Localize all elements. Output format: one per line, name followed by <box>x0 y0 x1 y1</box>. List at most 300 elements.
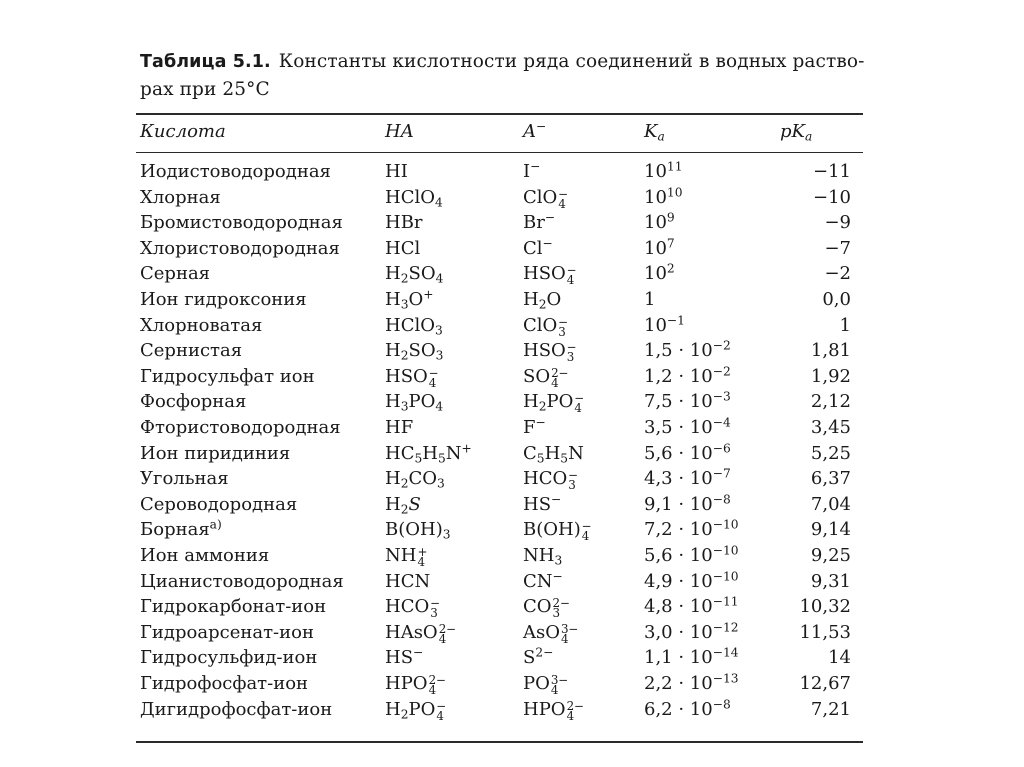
formula-charge: − <box>566 339 577 354</box>
cell-pka: 9,14 <box>810 519 851 540</box>
formula-part: HF <box>385 417 414 438</box>
formula-charge: − <box>574 390 585 405</box>
top-rule <box>136 113 863 115</box>
formula-part: 2 <box>400 707 409 722</box>
cell-conjugate-base <box>523 494 561 516</box>
formula-part: PO <box>408 699 436 720</box>
cell-ka <box>644 647 739 669</box>
cell-acid-name <box>140 417 341 439</box>
formula-part: + <box>423 287 434 302</box>
formula-part: − <box>551 492 562 507</box>
ka-exponent: 11 <box>666 159 683 174</box>
acid-name-text: Хлорная <box>140 187 221 208</box>
cell-ka <box>644 289 655 311</box>
formula-part <box>552 595 571 621</box>
cell-conjugate-base <box>523 212 555 234</box>
cell-conjugate-base <box>523 161 540 183</box>
ka-mantissa: 7,5 · 10 <box>644 391 713 412</box>
formula-part <box>566 262 577 288</box>
formula-part <box>551 365 569 391</box>
formula-part: N <box>568 443 584 464</box>
cell-acid-formula <box>385 443 472 465</box>
cell-acid-formula <box>385 571 430 593</box>
bottom-rule <box>136 741 863 743</box>
formula-part: 4 <box>434 195 443 210</box>
formula-part: − <box>542 236 553 251</box>
cell-conjugate-base <box>523 238 553 260</box>
cell-conjugate-base <box>523 366 569 389</box>
acid-name-text: Борная <box>140 519 210 540</box>
formula-part: C <box>523 443 537 464</box>
formula-part: I <box>523 161 531 182</box>
ka-exponent: −12 <box>712 620 739 635</box>
cell-acid-formula <box>385 519 451 541</box>
formula-part: HCN <box>385 571 431 592</box>
header-a-symbol: A <box>523 121 536 142</box>
formula-part: HS <box>523 494 552 515</box>
ka-mantissa: 10 <box>644 263 667 284</box>
formula-part: HC <box>385 443 415 464</box>
formula-subscript: 4 <box>428 683 437 698</box>
cell-acid-formula <box>385 340 443 362</box>
cell-acid-name <box>140 161 331 183</box>
cell-conjugate-base <box>523 468 578 491</box>
ka-exponent: 2 <box>666 261 675 276</box>
formula-part: Cl <box>523 238 543 259</box>
footnote-marker: а) <box>209 517 222 532</box>
formula-part: F <box>523 417 536 438</box>
ka-mantissa: 9,1 · 10 <box>644 494 713 515</box>
cell-acid-name <box>140 315 262 337</box>
cell-pka: 2,12 <box>810 391 851 412</box>
formula-part: HS <box>385 647 414 668</box>
formula-part: 3 <box>434 323 443 338</box>
formula-charge: − <box>558 314 569 329</box>
acid-name-text: Бромистоводородная <box>140 212 343 233</box>
cell-ka <box>644 263 675 285</box>
cell-ka <box>644 340 731 362</box>
cell-ka <box>644 699 731 721</box>
cell-pka: −9 <box>824 212 851 233</box>
cell-acid-name <box>140 340 242 362</box>
cell-ka <box>644 571 739 593</box>
ka-mantissa: 5,6 · 10 <box>644 443 713 464</box>
cell-pka: 1,92 <box>810 366 851 387</box>
cell-ka <box>644 519 739 541</box>
cell-pka: 3,45 <box>810 417 851 438</box>
formula-subscript: 4 <box>428 376 437 391</box>
ka-exponent: 7 <box>666 236 675 251</box>
formula-part: NH <box>523 545 555 566</box>
formula-part: H <box>523 391 539 412</box>
header-rule <box>136 152 863 153</box>
cell-ka <box>644 187 682 209</box>
acid-name-text: Угольная <box>140 468 229 489</box>
formula-charge: − <box>436 698 447 713</box>
table-caption <box>140 48 880 103</box>
cell-pka: 7,04 <box>810 494 851 515</box>
formula-part: B(OH) <box>385 519 443 540</box>
formula-subscript: 4 <box>551 376 559 391</box>
formula-part: 5 <box>560 451 569 466</box>
ka-mantissa: 7,2 · 10 <box>644 519 713 540</box>
ka-exponent: −13 <box>712 671 739 686</box>
formula-part: 2 <box>400 502 409 517</box>
cell-conjugate-base <box>523 699 584 722</box>
acid-name-text: Гидрокарбонат-ион <box>140 596 327 617</box>
formula-subscript: 4 <box>558 197 566 212</box>
cell-acid-formula <box>385 263 443 285</box>
caption-text-2: рах при 25°C <box>140 79 270 100</box>
cell-pka: 7,21 <box>810 699 851 720</box>
cell-acid-name <box>140 571 344 593</box>
cell-pka: −7 <box>824 238 851 259</box>
ka-exponent: −14 <box>712 645 739 660</box>
formula-part <box>566 698 585 724</box>
cell-conjugate-base <box>523 187 568 210</box>
formula-part: 2 <box>538 297 547 312</box>
cell-pka: 0,0 <box>822 289 851 310</box>
cell-acid-formula <box>385 699 446 722</box>
header-ka-symbol: K <box>644 121 658 142</box>
header-ka <box>644 121 665 143</box>
formula-part: H <box>385 699 401 720</box>
cell-acid-name <box>140 673 308 695</box>
formula-part: CN <box>523 571 553 592</box>
cell-conjugate-base <box>523 673 568 696</box>
formula-part: 5 <box>536 451 545 466</box>
ka-exponent: −11 <box>712 594 739 609</box>
cell-acid-formula <box>385 417 413 439</box>
ka-exponent: −2 <box>712 364 731 379</box>
acid-name-text: Ион гидроксония <box>140 289 307 310</box>
formula-part: 3 <box>400 399 409 414</box>
ka-mantissa: 4,3 · 10 <box>644 468 713 489</box>
ka-exponent: −4 <box>712 415 731 430</box>
cell-acid-name <box>140 699 332 721</box>
formula-part: − <box>530 159 541 174</box>
cell-acid-formula <box>385 238 420 260</box>
ka-exponent: −1 <box>666 313 685 328</box>
formula-part: SO <box>408 263 436 284</box>
ka-exponent: −7 <box>712 466 731 481</box>
formula-part: B(OH) <box>523 519 581 540</box>
formula-charge: − <box>430 595 441 610</box>
ka-mantissa: 2,2 · 10 <box>644 673 713 694</box>
formula-charge: 3− <box>550 672 569 687</box>
formula-part: 2 <box>400 476 409 491</box>
formula-subscript: 3 <box>568 478 576 493</box>
formula-part <box>550 672 569 698</box>
formula-part: − <box>544 210 556 225</box>
formula-part: HSO <box>523 340 566 361</box>
formula-part: AsO <box>523 622 560 643</box>
ka-exponent: −10 <box>712 569 739 584</box>
cell-acid-formula <box>385 161 408 183</box>
formula-part: HPO <box>523 699 566 720</box>
header-pka-symbol: pK <box>780 121 805 142</box>
acid-name-text: Сернистая <box>140 340 243 361</box>
cell-acid-formula <box>385 673 446 696</box>
acid-name-text: Хлористоводородная <box>140 238 340 259</box>
ka-mantissa: 1,2 · 10 <box>644 366 713 387</box>
formula-part: H <box>385 263 401 284</box>
ka-exponent: −8 <box>712 697 731 712</box>
table-number: Таблица 5.1. <box>140 52 271 72</box>
formula-subscript: 3 <box>552 606 561 621</box>
formula-part: H <box>422 443 438 464</box>
formula-part <box>568 467 579 493</box>
ka-mantissa: 10 <box>644 315 667 336</box>
ka-mantissa: 1,1 · 10 <box>644 647 713 668</box>
acid-name-text: Фтористоводородная <box>140 417 341 438</box>
cell-conjugate-base <box>523 443 584 465</box>
formula-part: 5 <box>437 451 446 466</box>
formula-part: 2 <box>400 271 409 286</box>
cell-conjugate-base <box>523 263 577 286</box>
formula-part: SO <box>408 340 436 361</box>
formula-part: HSO <box>385 366 428 387</box>
cell-acid-name <box>140 289 307 311</box>
cell-pka: 1,81 <box>810 340 851 361</box>
formula-charge: − <box>558 186 569 201</box>
formula-part: 3 <box>437 476 445 491</box>
formula-part: 3 <box>554 553 563 568</box>
acid-name-text: Сероводородная <box>140 494 298 515</box>
cell-conjugate-base <box>523 519 592 542</box>
formula-part: O <box>546 289 562 310</box>
formula-part: HBr <box>385 212 423 233</box>
formula-charge: 2− <box>428 672 447 687</box>
cell-ka <box>644 212 675 234</box>
cell-acid-name <box>140 187 221 209</box>
ka-exponent: −10 <box>712 517 739 532</box>
formula-part: CO <box>523 596 552 617</box>
formula-charge: 2− <box>552 595 571 610</box>
ka-exponent: 9 <box>666 210 675 225</box>
header-ha: HA <box>385 121 414 142</box>
ka-exponent: −2 <box>712 338 731 353</box>
cell-conjugate-base <box>523 622 579 645</box>
cell-ka <box>644 468 731 490</box>
ka-mantissa: 6,2 · 10 <box>644 699 713 720</box>
acid-name-text: Цианистоводородная <box>140 571 344 592</box>
cell-ka <box>644 673 739 695</box>
formula-subscript: 4 <box>566 273 575 288</box>
formula-part: H <box>385 340 401 361</box>
cell-ka <box>644 391 731 413</box>
cell-ka <box>644 494 731 516</box>
cell-acid-name <box>140 366 315 388</box>
cell-ka <box>644 596 739 618</box>
ka-mantissa: 10 <box>644 161 667 182</box>
acid-name-text: Гидросульфат ион <box>140 366 315 387</box>
formula-part: CO <box>408 468 438 489</box>
cell-conjugate-base <box>523 596 570 619</box>
formula-part <box>430 595 441 621</box>
formula-part: HPO <box>385 673 428 694</box>
formula-part: NH <box>385 545 417 566</box>
formula-part: HCO <box>523 468 568 489</box>
header-acid: Кислота <box>140 121 226 142</box>
cell-ka <box>644 545 739 567</box>
acid-name-text: Гидрофосфат-ион <box>140 673 309 694</box>
formula-part <box>438 621 457 647</box>
formula-part: HAsO <box>385 622 438 643</box>
ka-mantissa: 1 <box>644 289 656 310</box>
formula-part <box>561 621 579 647</box>
formula-part: 2− <box>535 645 554 660</box>
cell-conjugate-base <box>523 315 568 338</box>
formula-part <box>558 186 569 212</box>
cell-acid-name <box>140 545 269 567</box>
cell-acid-formula <box>385 212 423 234</box>
formula-charge: − <box>566 262 577 277</box>
formula-charge: + <box>417 544 428 559</box>
cell-acid-formula <box>385 647 423 669</box>
formula-part <box>436 698 447 724</box>
cell-acid-formula <box>385 366 439 389</box>
cell-conjugate-base <box>523 391 584 414</box>
formula-subscript: 3 <box>430 606 438 621</box>
formula-part: Br <box>523 212 545 233</box>
formula-part: PO <box>546 391 574 412</box>
formula-part: 3 <box>435 348 444 363</box>
formula-subscript: 4 <box>561 632 569 647</box>
cell-pka: 14 <box>828 647 851 668</box>
formula-part: N <box>445 443 462 464</box>
formula-charge: 2− <box>566 698 585 713</box>
formula-part: H <box>385 391 401 412</box>
cell-pka: 12,67 <box>799 673 851 694</box>
cell-pka: 6,37 <box>810 468 851 489</box>
header-a-charge: − <box>536 119 547 134</box>
formula-part: HCl <box>385 238 421 259</box>
formula-part: HSO <box>523 263 566 284</box>
ka-mantissa: 10 <box>644 238 667 259</box>
cell-acid-name <box>140 468 229 490</box>
header-ka-subscript: a <box>657 129 665 144</box>
formula-part: − <box>413 645 424 660</box>
formula-part: ClO <box>523 315 558 336</box>
cell-acid-name <box>140 263 210 285</box>
formula-subscript: 4 <box>550 683 559 698</box>
cell-ka <box>644 238 675 260</box>
formula-part <box>428 365 439 391</box>
cell-acid-name <box>140 443 290 465</box>
cell-acid-formula <box>385 315 443 337</box>
formula-part: + <box>461 441 472 456</box>
header-a <box>523 121 546 143</box>
cell-ka <box>644 161 682 183</box>
formula-part: S <box>523 647 536 668</box>
formula-charge: − <box>568 467 579 482</box>
cell-pka: 10,32 <box>799 596 851 617</box>
formula-part <box>566 339 577 365</box>
cell-acid-name <box>140 238 340 260</box>
acid-name-text: Иодистоводородная <box>140 161 331 182</box>
acid-name-text: Дигидрофосфат-ион <box>140 699 333 720</box>
acid-name-text: Фосфорная <box>140 391 247 412</box>
cell-acid-formula <box>385 596 440 619</box>
cell-conjugate-base <box>523 647 553 669</box>
cell-ka <box>644 622 739 644</box>
cell-acid-formula <box>385 391 443 413</box>
cell-ka <box>644 366 731 388</box>
header-pka-subscript: a <box>804 129 813 144</box>
caption-line-1 <box>140 48 880 76</box>
cell-acid-name <box>140 519 222 541</box>
formula-part: 4 <box>435 399 444 414</box>
formula-part: H <box>544 443 561 464</box>
ka-mantissa: 5,6 · 10 <box>644 545 713 566</box>
formula-part: HCO <box>385 596 430 617</box>
formula-part: O <box>408 289 424 310</box>
acid-name-text: Хлорноватая <box>140 315 263 336</box>
formula-charge: − <box>581 518 592 533</box>
formula-part: ClO <box>523 187 558 208</box>
cell-ka <box>644 443 731 465</box>
cell-acid-name <box>140 494 297 516</box>
formula-part: 4 <box>435 271 444 286</box>
formula-part: H <box>523 289 539 310</box>
ka-exponent: −3 <box>712 389 731 404</box>
formula-part: H <box>385 468 401 489</box>
formula-part: 3 <box>400 297 409 312</box>
formula-part: SO <box>523 366 551 387</box>
formula-part: HClO <box>385 187 435 208</box>
formula-part: − <box>535 415 546 430</box>
formula-part: HI <box>385 161 408 182</box>
cell-pka: −11 <box>813 161 851 182</box>
cell-conjugate-base <box>523 417 546 439</box>
formula-subscript: 3 <box>566 350 575 365</box>
acid-name-text: Гидросульфид-ион <box>140 647 318 668</box>
formula-part: PO <box>408 391 436 412</box>
formula-part <box>574 390 585 416</box>
formula-part: 2 <box>538 399 547 414</box>
ka-exponent: −6 <box>712 441 731 456</box>
formula-subscript: 4 <box>436 709 444 724</box>
ka-mantissa: 10 <box>644 187 667 208</box>
formula-subscript: 4 <box>438 632 447 647</box>
cell-pka: 11,53 <box>799 622 851 643</box>
cell-pka: 5,25 <box>810 443 851 464</box>
ka-exponent: −10 <box>712 543 739 558</box>
cell-conjugate-base <box>523 571 563 593</box>
formula-part: S <box>408 494 421 515</box>
cell-pka: 9,25 <box>810 545 851 566</box>
cell-acid-name <box>140 622 314 644</box>
formula-part <box>428 672 447 698</box>
formula-subscript: 4 <box>581 529 590 544</box>
caption-text-1: Константы кислотности ряда соединений в водных раство- <box>278 51 865 72</box>
cell-acid-formula <box>385 545 427 568</box>
acid-name-text: Серная <box>140 263 211 284</box>
cell-pka: 1 <box>839 315 851 336</box>
formula-part: 5 <box>414 451 423 466</box>
ka-exponent: 10 <box>666 185 683 200</box>
acid-name-text: Ион пиридиния <box>140 443 291 464</box>
formula-charge: − <box>428 365 439 380</box>
ka-exponent: −8 <box>712 492 731 507</box>
formula-subscript: 3 <box>558 325 566 340</box>
cell-conjugate-base <box>523 545 562 567</box>
cell-acid-formula <box>385 494 421 516</box>
formula-charge: 3− <box>561 621 579 636</box>
formula-charge: 2− <box>438 621 457 636</box>
cell-acid-name <box>140 596 326 618</box>
